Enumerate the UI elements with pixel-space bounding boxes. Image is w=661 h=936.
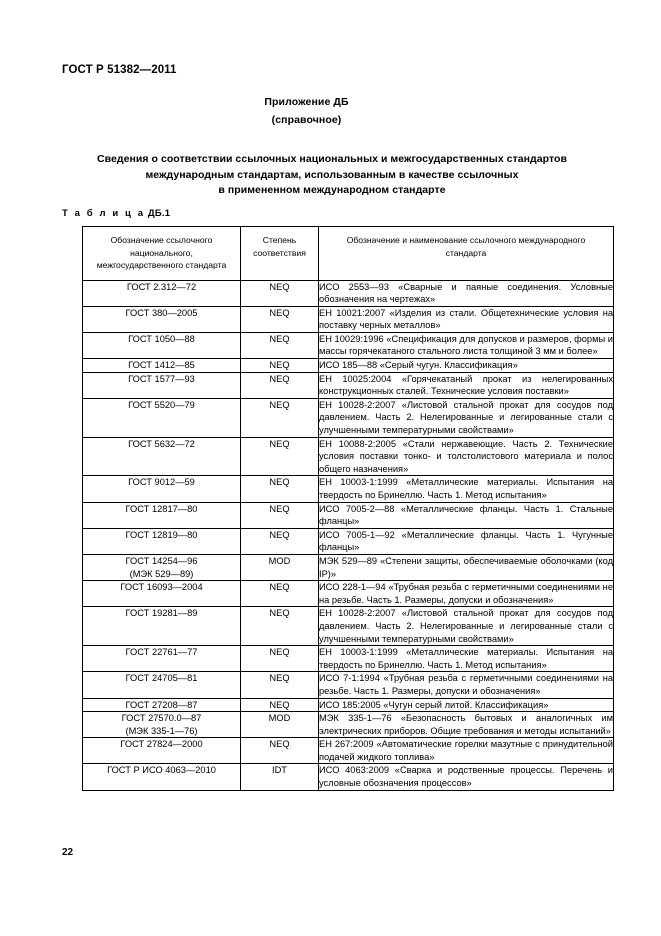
cell-degree-of-correspondence: NEQ [241,359,319,373]
cell-degree-of-correspondence: NEQ [241,398,319,437]
table-row [83,332,614,358]
table-row [83,359,614,373]
designation-line-1: ГОСТ 9012—59 [128,477,195,488]
table-caption-word: Т а б л и ц а [62,208,146,219]
cell-degree-of-correspondence: NEQ [241,607,319,646]
cell-national-designation [83,359,241,373]
cell-degree-of-correspondence: NEQ [241,306,319,332]
designation-line-1: ГОСТ 14254—96 [125,555,198,566]
cell-national-designation [83,581,241,607]
cell-international-standard: ЕН 10029:1996 «Спецификация для допусков и размеров, формы и массы горячекатаного стального листа толщиной 3 мм и более» [319,332,614,358]
cell-degree-of-correspondence: NEQ [241,698,319,712]
appendix-kind: (справочное) [271,114,342,126]
table-header-row [83,227,614,281]
table-header [83,227,614,281]
table-row [83,738,614,764]
cell-international-standard: ИСО 7005-1—92 «Металлические фланцы. Часть 1. Чугунные фланцы» [319,528,614,554]
column-header-international-line-2: стандарта [445,247,487,258]
designation-line-1: ГОСТ Р ИСО 4063—2010 [107,765,216,776]
cell-degree-of-correspondence: NEQ [241,581,319,607]
cell-national-designation [83,437,241,476]
cell-degree-of-correspondence: NEQ [241,280,319,306]
page-title-line-1: Сведения о соответствии ссылочных национальных и межгосударственных стандартов [96,153,567,165]
cell-national-designation [83,607,241,646]
cell-international-standard: ЕН 267:2009 «Автоматические горелки мазутные с принудительной подачей жидкого топлива» [319,738,614,764]
cell-degree-of-correspondence: NEQ [241,332,319,358]
cell-national-designation [83,528,241,554]
cell-international-standard: МЭК 335-1—76 «Безопасность бытовых и аналогичных им электрических приборов. Общие требования и методы испытаний» [319,712,614,738]
cell-degree-of-correspondence: NEQ [241,502,319,528]
column-header-degree-line-2: соответствия [253,247,306,258]
cell-national-designation [83,646,241,672]
cell-international-standard: ЕН 10028-2:2007 «Листовой стальной прокат для сосудов под давлением. Часть 2. Нелегированные и легированные стали с улучшенными температурными свойствами» [319,607,614,646]
designation-line-1: ГОСТ 24705—81 [125,673,198,684]
table-row [83,502,614,528]
cell-degree-of-correspondence: NEQ [241,672,319,698]
designation-line-1: ГОСТ 2.312—72 [126,281,197,292]
designation-line-2: (МЭК 335-1—76) [125,725,198,736]
designation-line-1: ГОСТ 5632—72 [128,438,195,449]
reference-standards-table [82,226,614,791]
cell-degree-of-correspondence: NEQ [241,528,319,554]
cell-international-standard: ИСО 228-1—94 «Трубная резьба с герметичными соединениями не на резьбе. Часть 1. Размеры, допуски и обозначения» [319,581,614,607]
designation-line-1: ГОСТ 12817—80 [125,503,198,514]
cell-degree-of-correspondence: IDT [241,764,319,790]
appendix-title-block [0,96,613,126]
designation-line-1: ГОСТ 5520—79 [128,399,195,410]
table-row [83,672,614,698]
cell-international-standard: МЭК 529—89 «Степени защиты, обеспечиваемые оболочками (код IP)» [319,554,614,580]
cell-national-designation [83,502,241,528]
cell-national-designation [83,698,241,712]
cell-international-standard: ИСО 4063:2009 «Сварка и родственные процессы. Перечень и условные обозначения процессов» [319,764,614,790]
page-title [72,152,592,199]
cell-international-standard: ИСО 2553—93 «Сварные и паяные соединения. Условные обозначения на чертежах» [319,280,614,306]
cell-international-standard: ИСО 7005-2—88 «Металлические фланцы. Часть 1. Стальные фланцы» [319,502,614,528]
designation-line-1: ГОСТ 27570.0—87 [121,713,202,724]
cell-degree-of-correspondence: NEQ [241,476,319,502]
designation-line-1: ГОСТ 27824—2000 [120,739,203,750]
table-row [83,437,614,476]
page-title-line-3: в примененном международном стандарте [218,184,446,196]
cell-international-standard: ИСО 185:2005 «Чугун серый литой. Классификация» [319,698,614,712]
table-caption-number: ДБ.1 [145,208,171,219]
table-row [83,372,614,398]
cell-national-designation [83,672,241,698]
cell-international-standard: ИСО 7-1:1994 «Трубная резьба с герметичными соединениями на резьбе. Часть 1. Размеры, допуски и обозначения» [319,672,614,698]
table-body [83,280,614,790]
table-row [83,554,614,580]
cell-national-designation [83,738,241,764]
cell-national-designation [83,712,241,738]
cell-national-designation [83,476,241,502]
designation-line-1: ГОСТ 19281—89 [125,608,198,619]
table-row [83,398,614,437]
cell-international-standard: ИСО 185—88 «Серый чугун. Классификация» [319,359,614,373]
cell-national-designation [83,372,241,398]
designation-line-1: ГОСТ 12819—80 [125,529,198,540]
page-title-line-2: международным стандартам, использованным в качестве ссылочных [145,168,519,181]
table-row [83,646,614,672]
table-row [83,712,614,738]
cell-degree-of-correspondence: MOD [241,554,319,580]
table-row [83,528,614,554]
cell-degree-of-correspondence: NEQ [241,646,319,672]
cell-degree-of-correspondence: NEQ [241,738,319,764]
cell-degree-of-correspondence: NEQ [241,372,319,398]
designation-line-1: ГОСТ 380—2005 [125,307,198,318]
column-header-degree [241,227,319,281]
table-row [83,607,614,646]
cell-international-standard: ЕН 10088-2:2005 «Стали нержавеющие. Часть 2. Технические условия поставки тонко- и толстолистового материала и полос общего назначения» [319,437,614,476]
cell-international-standard: ЕН 10021:2007 «Изделия из стали. Общетехнические условия на поставку черных металлов» [319,306,614,332]
table-row [83,581,614,607]
cell-international-standard: ЕН 10025:2004 «Горячекатаный прокат из нелегированных конструкционных сталей. Технические условия поставки» [319,372,614,398]
table-row [83,306,614,332]
designation-line-1: ГОСТ 1050—88 [128,333,195,344]
column-header-international [319,227,614,281]
column-header-degree-line-1: Степень [262,235,297,245]
designation-line-1: ГОСТ 22761—77 [125,647,198,658]
cell-national-designation [83,554,241,580]
running-header: ГОСТ Р 51382—2011 [62,64,177,76]
table-row [83,476,614,502]
column-header-national-designation [83,227,241,281]
cell-national-designation [83,306,241,332]
column-header-national-line-3: межгосударственного стандарта [96,260,227,270]
cell-national-designation [83,398,241,437]
designation-line-1: ГОСТ 1577—93 [128,373,195,384]
table-row [83,280,614,306]
cell-national-designation [83,332,241,358]
cell-international-standard: ЕН 10003-1:1999 «Металлические материалы. Испытания на твердость по Бринеллю. Часть 1. Метод испытания» [319,646,614,672]
cell-degree-of-correspondence: NEQ [241,437,319,476]
designation-line-1: ГОСТ 16093—2004 [120,582,203,593]
cell-national-designation [83,764,241,790]
designation-line-1: ГОСТ 27208—87 [125,699,198,710]
appendix-name: Приложение ДБ [264,96,349,108]
designation-line-2: (МЭК 529—89) [129,568,194,579]
cell-national-designation [83,280,241,306]
designation-line-1: ГОСТ 1412—85 [128,360,195,371]
column-header-international-line-1: Обозначение и наименование ссылочного международного [346,235,586,245]
cell-international-standard: ЕН 10003-1:1999 «Металлические материалы. Испытания на твердость по Бринеллю. Часть 1. Метод испытания» [319,476,614,502]
table-row [83,764,614,790]
page-number: 22 [62,847,74,858]
table-row [83,698,614,712]
cell-degree-of-correspondence: MOD [241,712,319,738]
table-caption [62,208,170,219]
column-header-national-line-1: Обозначение ссылочного [110,235,213,245]
cell-international-standard: ЕН 10028-2:2007 «Листовой стальной прокат для сосудов под давлением. Часть 2. Нелегированные и легированные стали с улучшенными температурными свойствами» [319,398,614,437]
column-header-national-line-2: национального, [130,247,193,258]
